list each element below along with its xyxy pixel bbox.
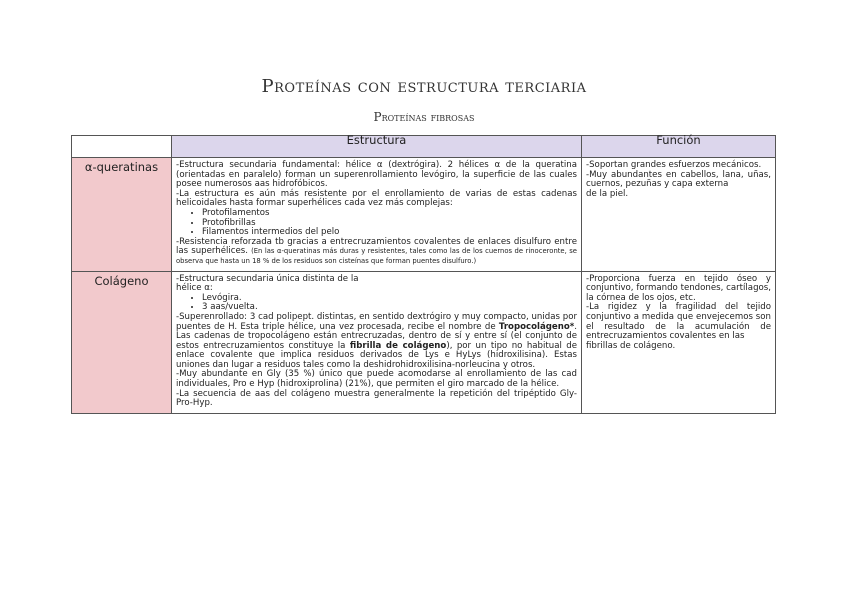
colageno-funcion xyxy=(582,271,776,413)
queratinas-func3: de la piel. xyxy=(586,188,629,199)
queratinas-estructura xyxy=(172,158,582,272)
colageno-p2 xyxy=(176,313,577,371)
colageno-estructura xyxy=(172,271,582,413)
queratinas-p1: -Estructura secundaria fundamental: hélice α (dextrógira). 2 hélices α de la queratina (orientadas en paralelo) forman un superenrollamiento levógiro, la superficie de las cuales posee numerosos aas hidrofóbicos. xyxy=(176,160,577,190)
table-row-queratinas xyxy=(72,158,776,272)
queratinas-func1: -Soportan grandes esfuerzos mecánicos. xyxy=(586,160,762,170)
table-row-colageno xyxy=(72,271,776,413)
header-estructura: Estructura xyxy=(172,136,582,158)
queratinas-note: (En las α-queratinas más duras y resistentes, tales como las de los cuernos de rinoceronte, se observa que hasta un 18 % de los residuos son cisteínas que forman puentes disulfuro.) xyxy=(176,247,577,265)
colageno-p1a: -Estructura secundaria única distinta de la xyxy=(176,273,359,284)
colageno-p2c: . Las cadenas de tropocolágeno están entrecruzadas, dentro de sí y entre sí (el conjunto de estos entrecruzamientos constituye la xyxy=(176,321,577,351)
queratinas-p3-wrap xyxy=(176,238,577,267)
colageno-p2a: -Superenrollado: 3 cad polipept. distintas, en sentido dextrógiro y muy compacto, unidas por puentes de H. Esta triple hélice, una vez procesada, recibe el nombre de xyxy=(176,311,577,332)
row-label-colageno: Colágeno xyxy=(72,271,172,413)
colageno-p2e: ), por un tipo no habitual de enlace covalente que implica residuos derivados de Lys e HyLys (hidroxilisina). Estas uniones dan lugar a residuos tales como la deshidrohidroxilisina-norleucina y otros. xyxy=(176,340,578,370)
header-empty-cell xyxy=(72,136,172,158)
list-item: • Protofilamentos xyxy=(202,209,577,219)
list-item: • 3 aas/vuelta. xyxy=(202,303,577,313)
colageno-p4: -La secuencia de aas del colágeno muestra generalmente la repetición del tripéptido Gly-Pro-Hyp. xyxy=(176,388,577,409)
list-item: • Filamentos intermedios del pelo xyxy=(202,228,577,238)
queratinas-list xyxy=(176,209,577,238)
fibrilla-term: fibrilla de colágeno xyxy=(349,340,447,351)
colageno-func3: fibrillas de colágeno. xyxy=(586,340,676,351)
header-funcion: Función xyxy=(582,136,776,158)
page-subtitle: Proteínas fibrosas xyxy=(373,110,475,124)
queratinas-p2: -La estructura es aún más resistente por el enrollamiento de varias de estas cadenas helicoidales hasta formar superhélices cada vez más complejas: xyxy=(176,188,577,209)
proteins-table xyxy=(71,135,776,414)
colageno-p1b: hélice α: xyxy=(176,283,213,294)
colageno-list xyxy=(176,294,577,313)
row-label-queratinas: α-queratinas xyxy=(72,158,172,272)
list-item: • Levógira. xyxy=(202,294,577,304)
colageno-p3: -Muy abundante en Gly (35 %) único que puede acomodarse al enrollamiento de las cad individuales, Pro e Hyp (hidroxiprolina) (21%), que permiten el giro marcado de la hélice. xyxy=(176,369,577,390)
queratinas-funcion xyxy=(582,158,776,272)
colageno-func1: -Proporciona fuerza en tejido óseo y conjuntivo, formando tendones, cartílagos, la córnea de los ojos, etc. xyxy=(586,273,771,303)
header-row xyxy=(72,136,776,158)
page-title: Proteínas con estructura terciaria xyxy=(261,76,587,97)
queratinas-func2: -Muy abundantes en cabellos, lana, uñas, cuernos, pezuñas y capa externa xyxy=(586,169,771,190)
list-item: • Protofibrillas xyxy=(202,219,577,229)
colageno-func2: -La rigidez y la fragilidad del tejido conjuntivo a medida que envejecemos son el resultado de la acumulación de entrecruzamientos covalentes en las xyxy=(586,302,771,342)
tropocolageno-term: Tropocolágeno* xyxy=(498,321,575,332)
queratinas-p3: -Resistencia reforzada tb gracias a entrecruzamientos covalentes de enlaces disulfuro entre las superhélices. xyxy=(176,236,577,257)
